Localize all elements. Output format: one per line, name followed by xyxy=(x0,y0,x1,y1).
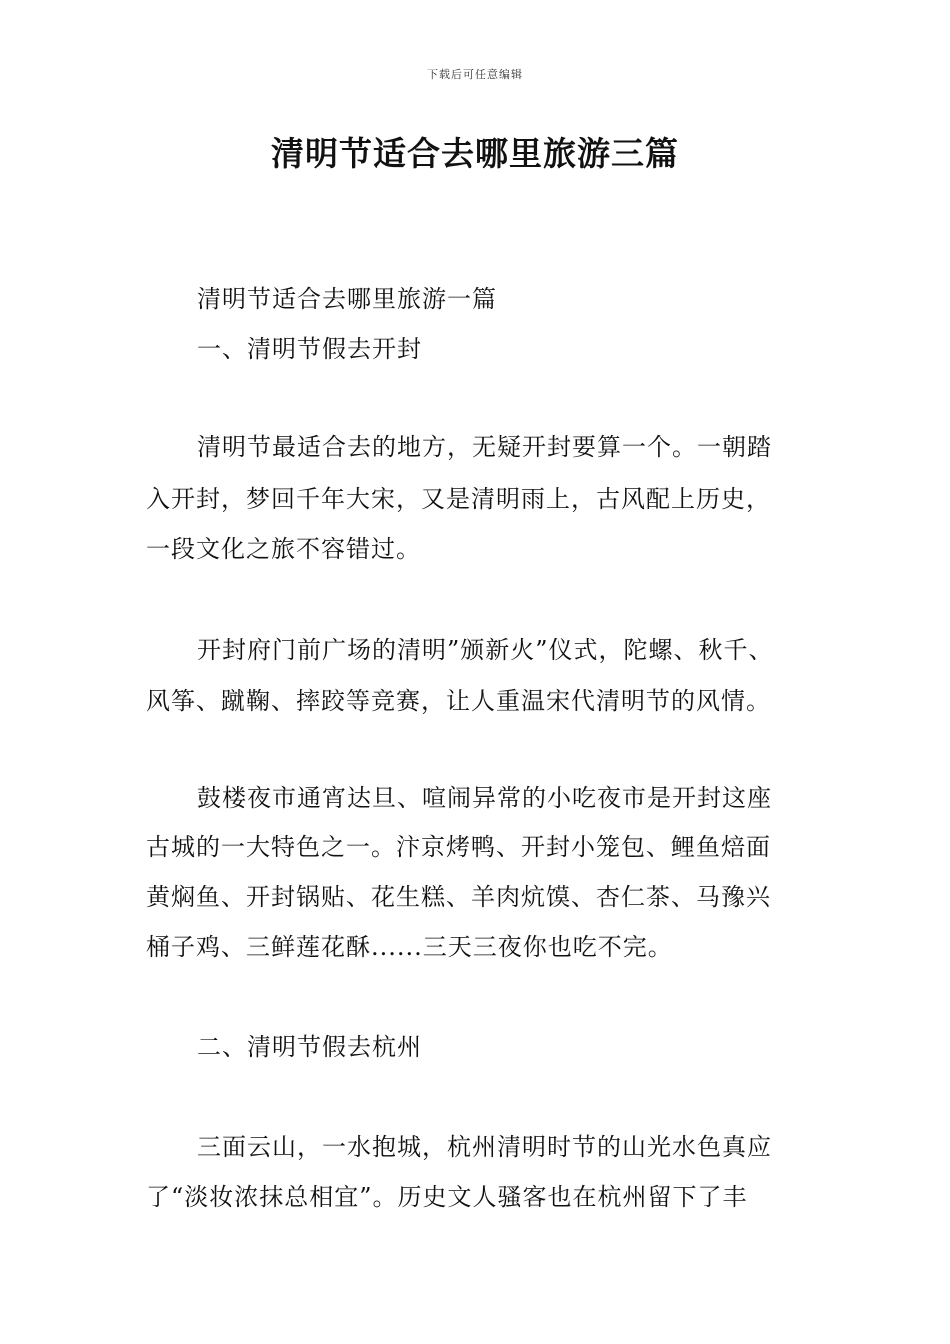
section-heading: 清明节适合去哪里旅游一篇 xyxy=(197,285,497,313)
header-note: 下载后可任意编辑 xyxy=(427,68,523,81)
subheading-kaifeng: 一、清明节假去开封 xyxy=(197,335,422,363)
subheading-hangzhou: 二、清明节假去杭州 xyxy=(197,1033,422,1061)
paragraph-line: 黄焖鱼、开封锅贴、花生糕、羊肉炕馍、杏仁茶、马豫兴 xyxy=(146,883,771,911)
paragraph-line: 入开封，梦回千年大宋，又是清明雨上，古风配上历史， xyxy=(146,485,771,513)
paragraph-line: 三面云山，一水抱城，杭州清明时节的山光水色真应 xyxy=(197,1133,772,1161)
paragraph-line: 开封府门前广场的清明”颁新火”仪式，陀螺、秋千、 xyxy=(197,636,774,664)
paragraph-line: 了“淡妆浓抹总相宜”。历史文人骚客也在杭州留下了丰 xyxy=(146,1183,748,1211)
paragraph-line: 桶子鸡、三鲜莲花酥......三天三夜你也吃不完。 xyxy=(146,933,673,961)
page-title: 清明节适合去哪里旅游三篇 xyxy=(271,134,679,173)
paragraph-line: 古城的一大特色之一。汴京烤鸭、开封小笼包、鲤鱼焙面 xyxy=(146,833,771,861)
paragraph-line: 清明节最适合去的地方，无疑开封要算一个。一朝踏 xyxy=(197,433,772,461)
paragraph-line: 风筝、蹴鞠、摔跤等竞赛，让人重温宋代清明节的风情。 xyxy=(146,687,771,715)
paragraph-line: 一段文化之旅不容错过。 xyxy=(146,535,421,563)
paragraph-line: 鼓楼夜市通宵达旦、喧闹异常的小吃夜市是开封这座 xyxy=(197,784,772,812)
